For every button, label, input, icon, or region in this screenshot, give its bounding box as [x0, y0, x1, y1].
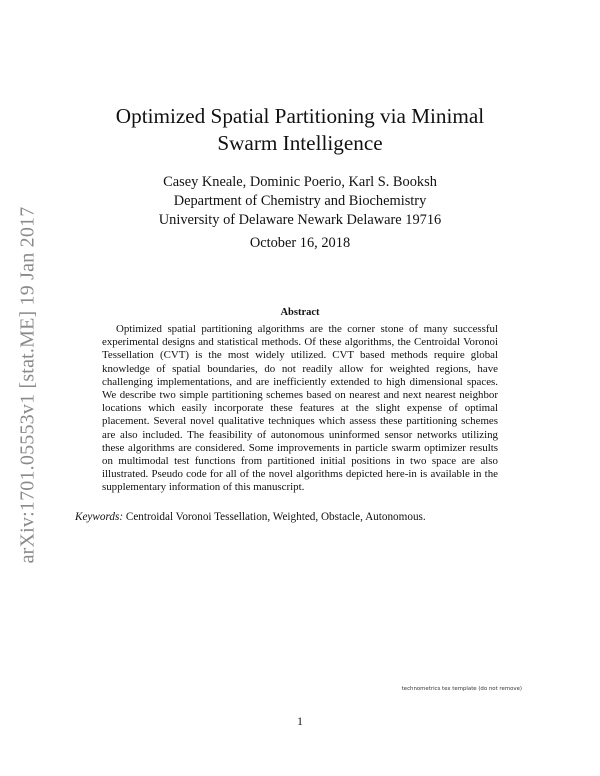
affiliation: University of Delaware Newark Delaware 19716 — [158, 212, 442, 228]
arxiv-identifier: arXiv:1701.05553v1 [stat.ME] 19 Jan 2017 — [16, 206, 39, 564]
paper-title — [60, 103, 540, 157]
arxiv-stamp — [10, 205, 46, 565]
keywords-text: Centroidal Voronoi Tessellation, Weighted, Obstacle, Autonomous. — [125, 511, 426, 523]
title-line-1: Optimized Spatial Partitioning via Minimal — [115, 104, 485, 128]
abstract-heading: Abstract — [280, 307, 320, 318]
template-footnote: technometrics tex template (do not remove) — [401, 686, 522, 692]
department: Department of Chemistry and Biochemistry — [173, 193, 427, 209]
authors: Casey Kneale, Dominic Poerio, Karl S. Booksh — [163, 174, 437, 190]
keywords-label: Keywords: — [75, 511, 124, 523]
paper-date: October 16, 2018 — [249, 235, 351, 251]
page-number: 1 — [297, 716, 303, 728]
title-line-2: Swarm Intelligence — [217, 131, 383, 155]
author-block — [60, 173, 540, 230]
keywords — [75, 511, 535, 523]
abstract-text: Optimized spatial partitioning algorithms are the corner stone of many successful experimental designs and statistical methods. Of these algorithms, the Centroidal Voronoi Tessellation (CVT) is the most widely utilized. CVT based methods require global knowledge of spatial boundaries, do not readily allow for weighted regions, have challenging implementations, and are inefficiently extended to high dimensional spaces. We describe two simple partitioning schemes based on nearest and next nearest neighbor locations which easily incorporate these features at the slight expense of optimal placement. Several novel qualitative techniques which assess these partitioning schemes are also included. The feasibility of autonomous uninformed sensor networks utilizing these algorithms are considered. Some improvements in particle swarm optimizer results on multimodal test functions from partitioned initial positions in two space are also illustrated. Pseudo code for all of the novel algorithms depicted here-in is available in the supplementary information of this manuscript. — [102, 323, 498, 494]
